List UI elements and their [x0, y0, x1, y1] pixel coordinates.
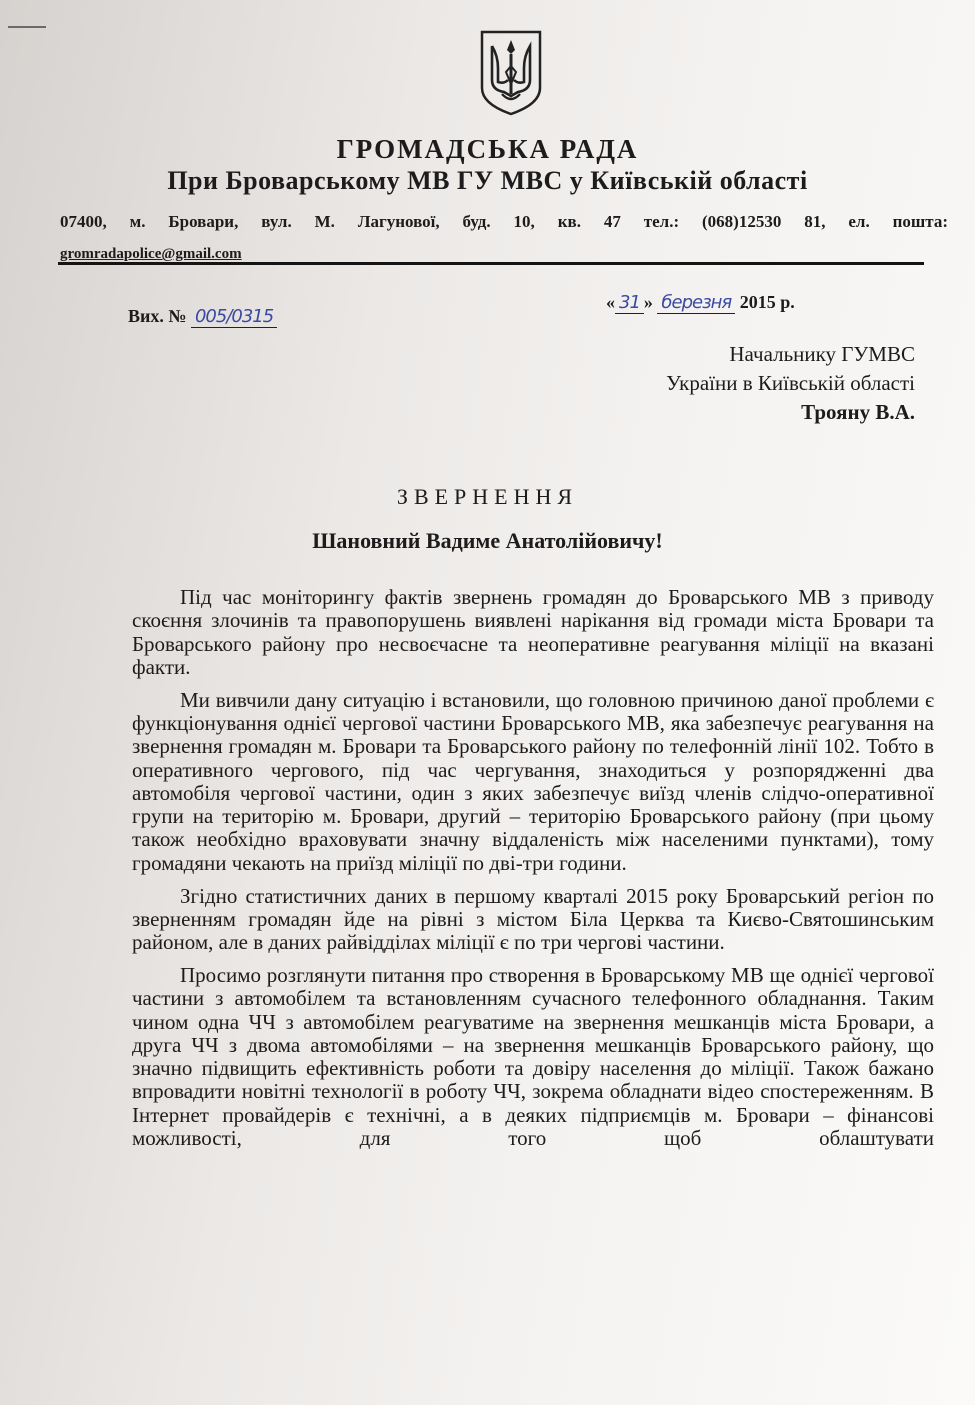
letter-body [132, 586, 934, 1160]
document-heading: ЗВЕРНЕННЯ [396, 484, 579, 509]
date-year: 2015 р. [739, 292, 795, 312]
addressee-line-1: Начальнику ГУМВС [729, 342, 915, 366]
date-close-quote: » [643, 292, 653, 312]
letter-date [606, 292, 795, 314]
email-link[interactable]: gromradapolice@gmail.com [60, 246, 242, 262]
body-paragraph-3: Згідно статистичних даних в першому кварталі 2015 року Броварський регіон по зверненням громадян йде на рівні з містом Біла Церква та Києво-Святошинським районом, але в даних райвідділах міліції є по три чергові частини. [132, 883, 934, 955]
addressee-name: Трояну В.А. [801, 400, 915, 424]
outgoing-label: Вих. № [128, 306, 187, 326]
organization-subtitle: При Броварському МВ ГУ МВС у Київській області [167, 166, 808, 195]
organization-title: ГРОМАДСЬКА РАДА [336, 134, 639, 164]
date-month: березня [657, 292, 735, 314]
addressee-line-2: України в Київській області [666, 371, 915, 395]
header-divider [58, 262, 924, 265]
date-day: 31 [615, 292, 644, 314]
outgoing-number-block [128, 306, 277, 328]
organization-address: 07400, м. Бровари, вул. М. Лагунової, буд. 10, кв. 47 тел.: (068)12530 81, ел. пошта: [60, 212, 948, 231]
salutation: Шановний Вадиме Анатолійовичу! [312, 528, 663, 553]
addressee-block [666, 340, 915, 427]
body-paragraph-2: Ми вивчили дану ситуацію і встановили, що головною причиною даної проблеми є функціонування однієї чергової частини Броварського МВ, яка забезпечує реагування на звернення громадян м. Бровари та Броварського району по телефонній лінії 102. Тобто в оперативного чергового, під час чергування, знаходиться у розпорядженні два автомобіля чергової частини, один з яких забезпечує виїзд членів слідчо-оперативної групи на територію м. Бровари, другий – територію Броварського району (при цьому також необхідно враховувати значну віддаленість між населеними пунктами), тому громадяни чекають на приїзд міліції по дві-три години. [132, 687, 934, 875]
body-paragraph-1: Під час моніторингу фактів звернень громадян до Броварського МВ з приводу скоєння злочинів та правопорушень виявлені нарікання від громади міста Бровари та Броварського району про несвоєчасне та неоперативне реагування міліції на вказані факти. [132, 585, 934, 679]
date-open-quote: « [606, 292, 615, 312]
trident-coat-of-arms-icon [478, 28, 544, 116]
outgoing-number: 005/0315 [191, 306, 277, 328]
scan-mark [8, 26, 46, 28]
body-paragraph-4: Просимо розглянути питання про створення в Броварському МВ ще однієї чергової частини з автомобілем та встановленням сучасного телефонного обладнання. Таким чином одна ЧЧ з автомобілем реагуватиме на звернення мешканців міста Бровари, а друга ЧЧ з двома автомобілями – на звернення мешканців Броварського району, що значно підвищить ефективність роботи та довіру населення до міліції. Також бажано впровадити новітні технології в роботу ЧЧ, зокрема обладнати відео спостереженням. В Інтернет провайдерів є технічні, а в деяких підприємців м. Бровари – фінансові можливості, для того щоб облаштувати [132, 962, 934, 1151]
